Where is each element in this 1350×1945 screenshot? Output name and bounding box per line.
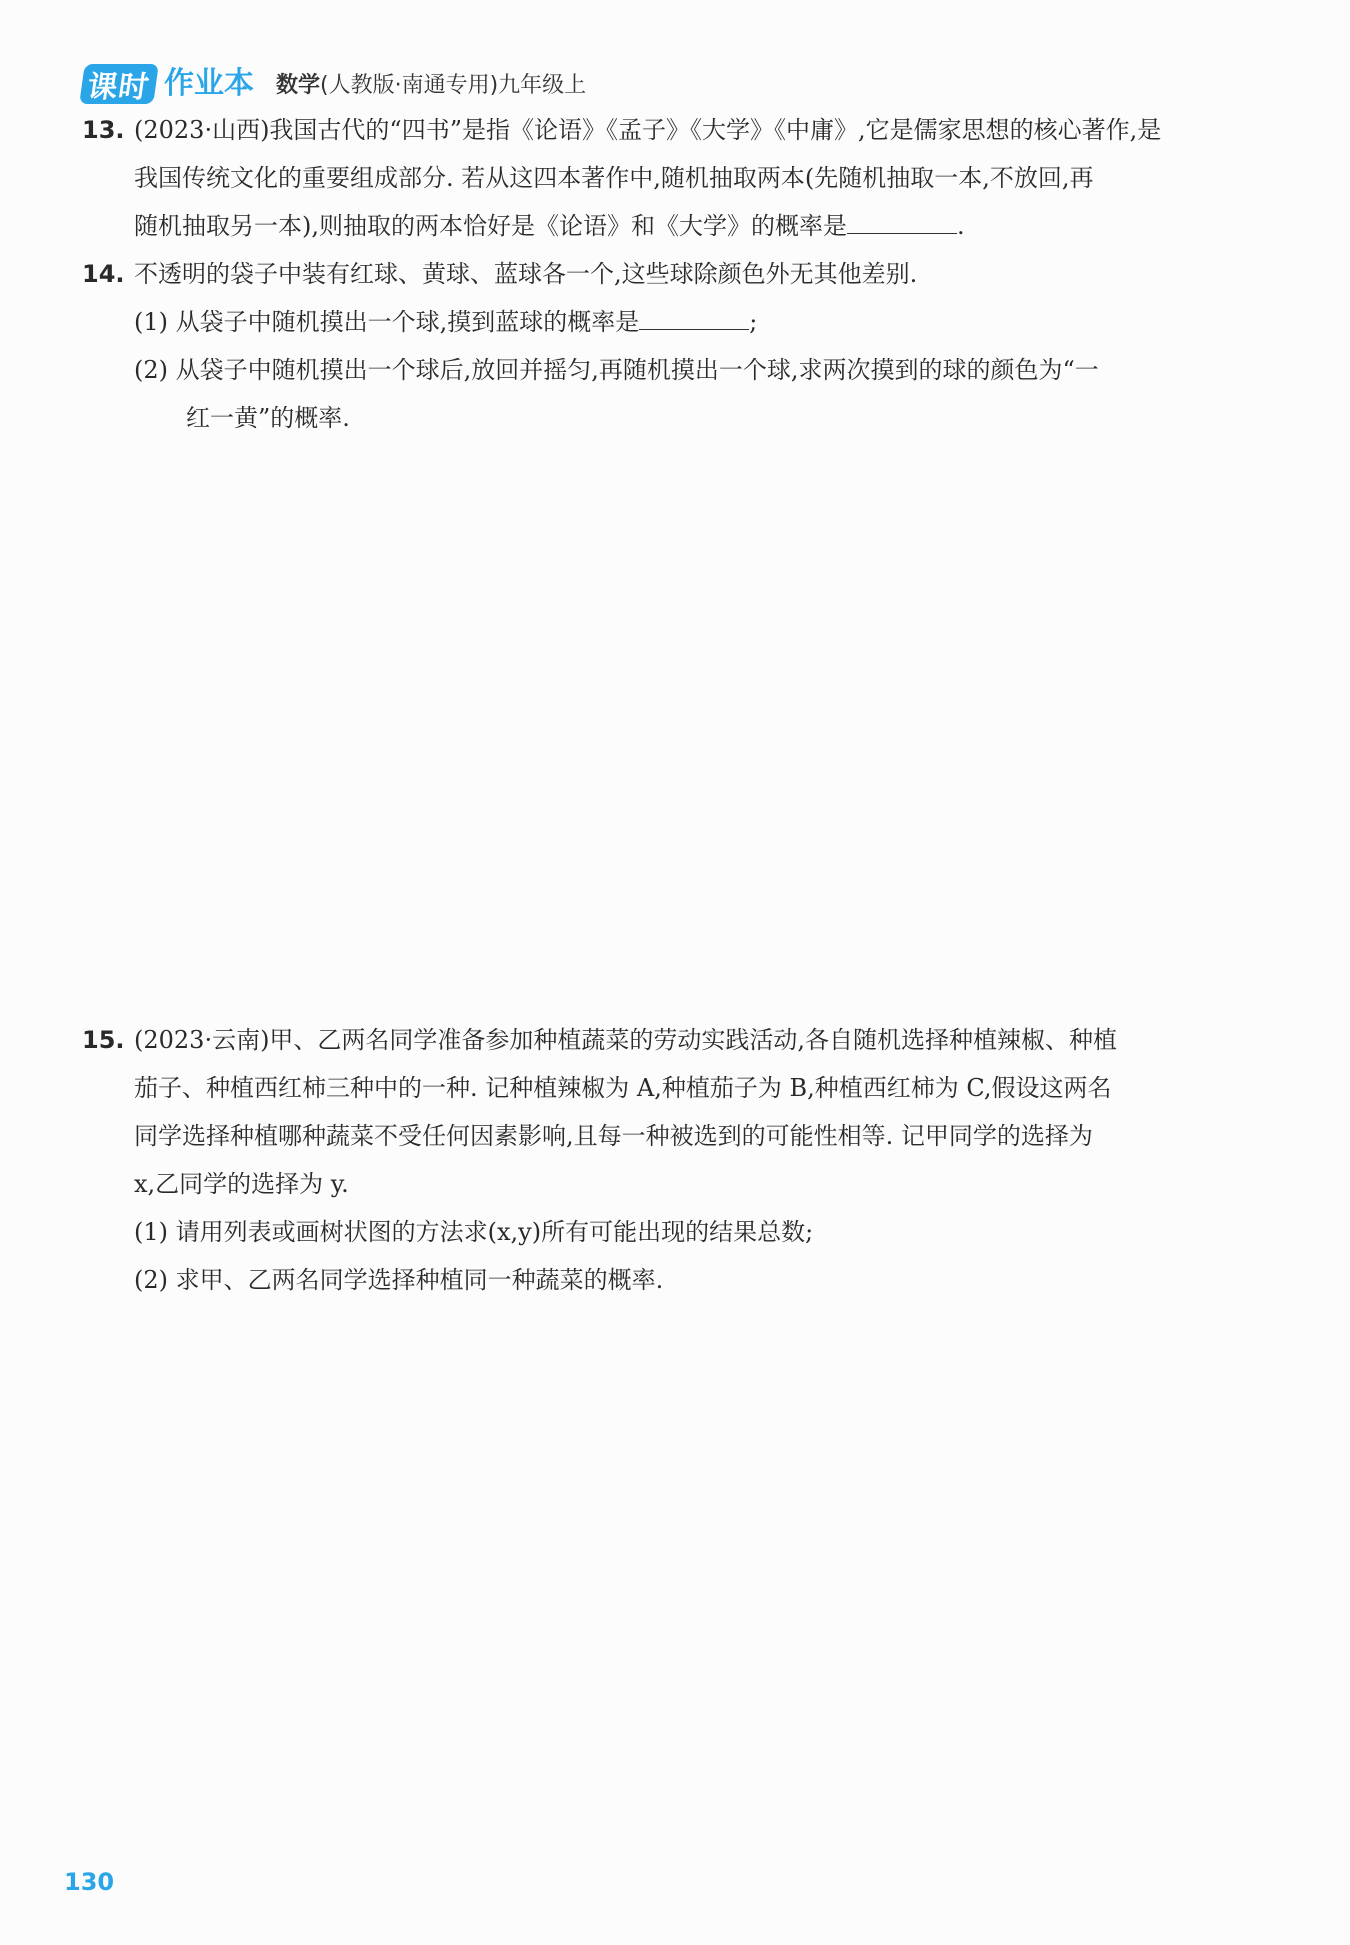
subject-label [276, 68, 586, 104]
page-number: 130 [64, 1868, 115, 1896]
question-13-number: 13. [82, 116, 125, 144]
question-13-text-3: 随机抽取另一本),则抽取的两本恰好是《论语》和《大学》的概率是 [134, 212, 847, 240]
question-14-part-1 [82, 298, 1282, 346]
subject-name: 数学 [276, 73, 321, 98]
question-15-part-1: (1) 请用列表或画树状图的方法求(x,y)所有可能出现的结果总数; [134, 1218, 814, 1246]
brand-title: 作业本 [164, 66, 254, 101]
question-14-number: 14. [82, 260, 125, 288]
question-15-part-2: (2) 求甲、乙两名同学选择种植同一种蔬菜的概率. [134, 1266, 664, 1294]
question-15-line-1 [82, 1016, 1282, 1064]
question-13-line-2: 我国传统文化的重要组成部分. 若从这四本著作中,随机抽取两本(先随机抽取一本,不放回,再 [134, 164, 1094, 192]
question-15-number: 15. [82, 1026, 125, 1054]
answer-blank[interactable] [847, 213, 957, 234]
question-14-stem [82, 250, 1282, 298]
page-header [82, 58, 586, 104]
question-15-text-1: (2023·云南)甲、乙两名同学准备参加种植蔬菜的劳动实践活动,各自随机选择种植辣椒、种植 [134, 1026, 1118, 1054]
question-13 [82, 106, 1282, 250]
question-14-part-2-line-2: 红一黄”的概率. [186, 404, 350, 432]
answer-blank[interactable] [639, 309, 749, 330]
brand-logo: 课时 [79, 64, 159, 104]
question-14-stem-text: 不透明的袋子中装有红球、黄球、蓝球各一个,这些球除颜色外无其他差别. [134, 260, 918, 288]
question-15-line-2: 茄子、种植西红柿三种中的一种. 记种植辣椒为 A,种植茄子为 B,种植西红柿为 C,假设这两名 [134, 1074, 1112, 1102]
question-15-line-3: 同学选择种植哪种蔬菜不受任何因素影响,且每一种被选到的可能性相等. 记甲同学的选择为 [134, 1122, 1093, 1150]
question-13-line-3 [82, 202, 1282, 250]
question-14-part-2-line-1: (2) 从袋子中随机摸出一个球后,放回并摇匀,再随机摸出一个球,求两次摸到的球的颜色为“一 [134, 356, 1099, 384]
question-14-part-1-end: ; [749, 308, 758, 336]
question-13-period: . [957, 212, 965, 240]
question-13-text-1: (2023·山西)我国古代的“四书”是指《论语》《孟子》《大学》《中庸》,它是儒家思想的核心著作,是 [134, 116, 1162, 144]
question-15-line-4: x,乙同学的选择为 y. [134, 1170, 349, 1198]
question-14-part-1-text: (1) 从袋子中随机摸出一个球,摸到蓝球的概率是 [134, 308, 640, 336]
question-15 [82, 1016, 1282, 1304]
subject-edition: (人教版·南通专用)九年级上 [320, 73, 587, 98]
question-13-line-1 [82, 106, 1282, 154]
question-14 [82, 250, 1282, 442]
